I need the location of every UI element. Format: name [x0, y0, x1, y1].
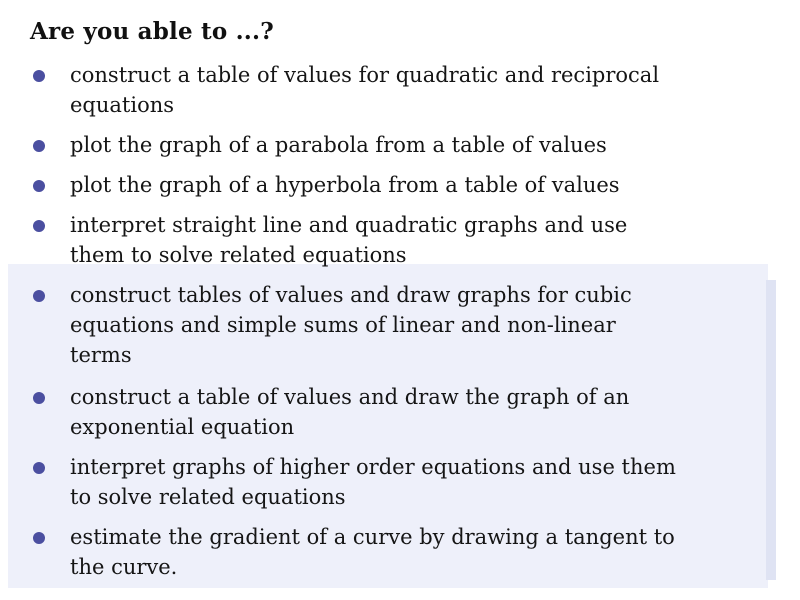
list-item: [70, 170, 760, 200]
list-item: [70, 60, 760, 120]
bullet-icon: [33, 220, 45, 232]
bullet-icon: [33, 140, 45, 152]
item-line: plot the graph of a hyperbola from a table of values: [70, 173, 620, 197]
item-line: to solve related equations: [70, 485, 346, 509]
list-item: [70, 130, 760, 160]
list-item: [70, 280, 760, 370]
item-line: terms: [70, 343, 132, 367]
page-title: Are you able to ...?: [30, 18, 274, 45]
item-line: interpret graphs of higher order equations and use them: [70, 455, 676, 479]
item-line: equations and simple sums of linear and non-linear: [70, 313, 616, 337]
list-item: [70, 382, 760, 442]
list-item: [70, 210, 760, 270]
list-item: [70, 522, 760, 582]
list-item: [70, 452, 760, 512]
item-line: exponential equation: [70, 415, 295, 439]
item-line: construct tables of values and draw graphs for cubic: [70, 283, 632, 307]
bullet-icon: [33, 70, 45, 82]
item-line: interpret straight line and quadratic graphs and use: [70, 213, 628, 237]
bullet-icon: [33, 462, 45, 474]
bullet-icon: [33, 392, 45, 404]
item-line: construct a table of values for quadratic and reciprocal: [70, 63, 660, 87]
bullet-icon: [33, 180, 45, 192]
item-line: the curve.: [70, 555, 178, 579]
item-line: them to solve related equations: [70, 243, 407, 267]
bullet-icon: [33, 532, 45, 544]
bullet-icon: [33, 290, 45, 302]
item-line: plot the graph of a parabola from a table of values: [70, 133, 607, 157]
item-line: equations: [70, 93, 175, 117]
item-line: estimate the gradient of a curve by drawing a tangent to: [70, 525, 675, 549]
item-line: construct a table of values and draw the graph of an: [70, 385, 630, 409]
